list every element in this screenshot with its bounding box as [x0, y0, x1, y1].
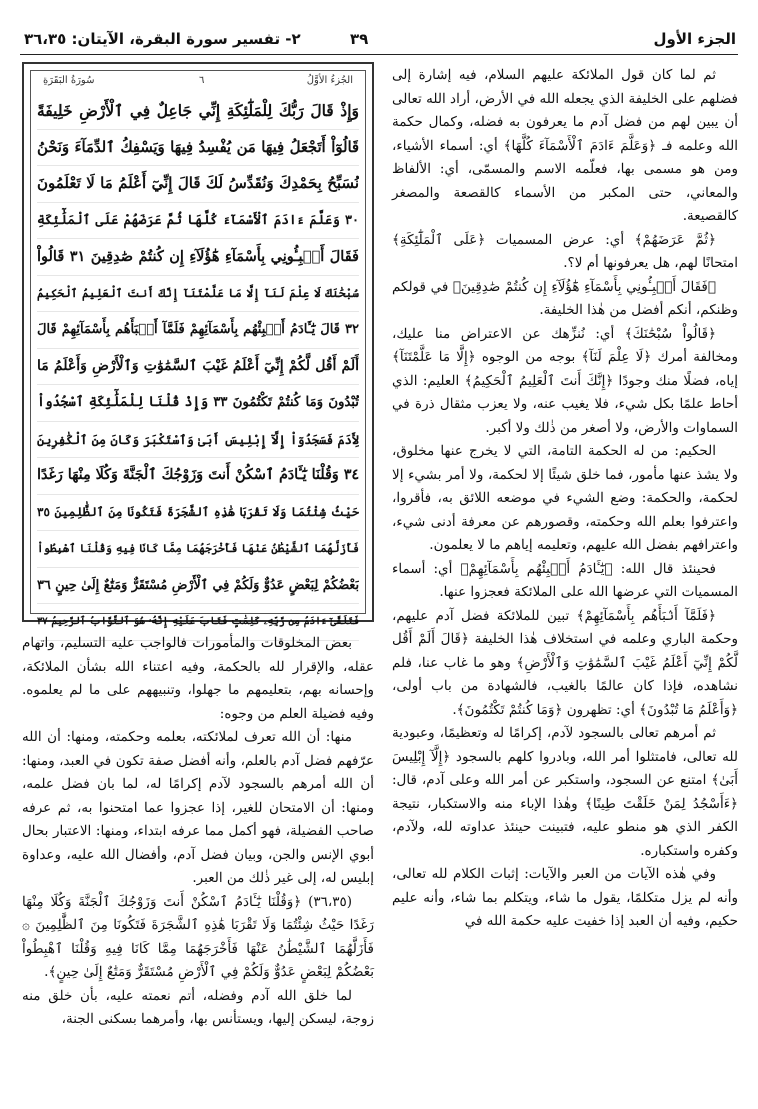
tafsir-paragraph: ثم أمرهم تعالى بالسجود لآدم، إكرامًا له وتعظيمًا، وعبودية لله تعالى، فامتثلوا أمر الله، وبادروا كلهم بالسجود ﴿إِلَّآ إِبْلِيسَ أَبَىٰ﴾ امتنع عن السجود، واستكبر عن أمر الله وعلى آدم، قال: ﴿ءَأَسْجُدُ لِمَنْ خَلَقْتَ طِينًا﴾ وهٰذا الإباء منه والاستكبار، نتيجة الكفر الذي هو منطو عليه، فتبينت حينئذ عداوته لله، ولآدم، وكفره واستكباره.	[392, 725, 738, 859]
quran-page-inner-border	[30, 70, 366, 627]
quran-line: فَقَالَ أَنۢبِـُٔونِي بِأَسْمَآءِ هَٰٓؤُلَآءِ إِن كُنتُمْ صَٰدِقِينَ ٣١ قَالُواْ	[37, 239, 359, 276]
tafsir-paragraph: لما خلق الله آدم وفضله، أتم نعمته عليه، بأن خلق منه زوجة، ليسكن إليها، ويستأنس بها، وأمرهما بسكنى الجنة،	[22, 987, 374, 1027]
quran-page-header	[39, 75, 357, 91]
quran-line: فَتَلَقَّىٰٓ ءَادَمُ مِن رَّبِّهِۦ كَلِمَٰتٍ فَتَابَ عَلَيْهِ إِنَّهُۥ هُوَ ٱلتَّوَّابُ ٱلرَّحِيمُ ٣٧	[37, 604, 359, 641]
quran-page-number: ٦	[199, 75, 205, 86]
tafsir-left-column	[22, 632, 374, 1032]
tafsir-paragraph: ﴿فَلَمَّآ أَنۢبَأَهُم بِأَسْمَآئِهِمْ﴾ تبين للملائكة فضل آدم عليهم، وحكمة الباري وعلمه في استخلاف هٰذا الخليفة ﴿قَالَ أَلَمْ أَقُل لَّكُمْ إِنِّيٓ أَعْلَمُ غَيْبَ ٱلسَّمَٰوَٰتِ وَٱلْأَرْضِ﴾ وهو ما غاب عنا، فلم نشاهده، فإذا كان عالمًا بالغيب، فالشهادة من باب أولى، ﴿وَأَعْلَمُ مَا تُبْدُونَ﴾ أي: تظهرون ﴿وَمَا كُنتُمْ تَكْتُمُونَ﴾.	[392, 607, 738, 718]
page-number: ٣٩	[350, 30, 369, 48]
tafsir-paragraph: فحينئذ قال الله: ﴿يَٰٓـَٔادَمُ أَنۢبِئْهُم بِأَسْمَآئِهِمْ﴾ أي: أسماء المسميات التي عرضها الله على الملائكة فعجزوا عنها.	[392, 560, 738, 600]
quran-verses	[37, 93, 359, 641]
quran-surah-label: سُورَةُ البَقَرَةِ	[43, 75, 95, 86]
quran-page-frame	[22, 62, 374, 627]
part-title: الجزء الأول	[653, 30, 736, 48]
quran-line: لِأَدَمَ فَسَجَدُوٓاْ إِلَّآ إِبْلِيسَ أَبَىٰ وَٱسْتَكْبَرَ وَكَانَ مِنَ ٱلْكَٰفِرِينَ	[37, 422, 359, 459]
tafsir-paragraph: بعض المخلوقات والمأمورات فالواجب عليه التسليم، واتهام عقله، والإقرار لله بالحكمة، وفيه اعتناء الله بشأن الملائكة، وإحسانه بهم، بتعليمهم ما جهلوا، وتنبيههم على ما لم يعلموه. وفيه فضيلة العلم من وجوه:	[22, 635, 374, 722]
quran-line: تُبْدُونَ وَمَا كُنتُمْ تَكْتُمُونَ ٣٣ وَإِذْ قُلْنَا لِلْمَلَٰٓئِكَةِ ٱسْجُدُواْ	[37, 385, 359, 422]
tafsir-right-column	[392, 64, 738, 934]
tafsir-paragraph: ﴿ثُمَّ عَرَضَهُمْ﴾ أي: عرض المسميات ﴿عَلَى ٱلْمَلَٰٓئِكَةِ﴾ امتحانًا لهم، هل يعرفونها أم لا؟.	[392, 231, 738, 271]
quran-line: فَأَزَلَّهُمَا ٱلشَّيْطَٰنُ عَنْهَا فَأَخْرَجَهُمَا مِمَّا كَانَا فِيهِ وَقُلْنَا ٱهْبِطُواْ	[37, 531, 359, 568]
quran-line: حَيْثُ شِئْتُمَا وَلَا تَقْرَبَا هَٰذِهِ ٱلشَّجَرَةَ فَتَكُونَا مِنَ ٱلظَّٰلِمِينَ ٣٥	[37, 495, 359, 532]
tafsir-paragraph: ﴿فَقَالَ أَنۢبِـُٔونِي بِأَسْمَآءِ هَٰٓؤُلَآءِ إِن كُنتُمْ صَٰدِقِينَ﴾ في قولكم وظنكم، أنكم أفضل من هٰذا الخليفة.	[392, 278, 738, 318]
quran-line: نُسَبِّحُ بِحَمْدِكَ وَنُقَدِّسُ لَكَ قَالَ إِنِّيٓ أَعْلَمُ مَا لَا تَعْلَمُونَ	[37, 166, 359, 203]
page-header	[20, 18, 738, 55]
quran-line: أَلَمْ أَقُل لَّكُمْ إِنِّيٓ أَعْلَمُ غَيْبَ ٱلسَّمَٰوَٰتِ وَٱلْأَرْضِ وَأَعْلَمُ مَا	[37, 349, 359, 386]
verse-quote-paragraph: (٣٦،٣٥) ﴿وَقُلْنَا يَٰٓـَٔادَمُ ٱسْكُنْ أَنتَ وَزَوْجُكَ ٱلْجَنَّةَ وَكُلَا مِنْهَا رَغَدًا حَيْثُ شِئْتُمَا وَلَا تَقْرَبَا هَٰذِهِ ٱلشَّجَرَةَ فَتَكُونَا مِنَ ٱلظَّٰلِمِينَ ۞ فَأَزَلَّهُمَا ٱلشَّيْطَٰنُ عَنْهَا فَأَخْرَجَهُمَا مِمَّا كَانَا فِيهِ وَقُلْنَا ٱهْبِطُواْ بَعْضُكُمْ لِبَعْضٍ عَدُوٌّ وَلَكُمْ فِي ٱلْأَرْضِ مُسْتَقَرٌّ وَمَتَٰعٌ إِلَىٰ حِينٍ﴾.	[22, 893, 374, 980]
tafsir-paragraph: وفي هٰذه الآيات من العبر والآيات: إثبات الكلام لله تعالى، وأنه لم يزل متكلمًا، يقول ما شاء، ويتكلم بما شاء، وأنه عليم حكيم، وفيه أن العبد إذا خفيت عليه حكمة الله في	[392, 866, 738, 929]
tafsir-paragraph: منها: أن الله تعرف لملائكته، بعلمه وحكمته، ومنها: أن الله عرّفهم فضل آدم بالعلم، وأنه أفضل صفة تكون في العبد، ومنها: أن الله أمرهم بالسجود لآدم إكرامًا له، لما بان فضل علمه، ومنها: أن الامتحان للغير، إذا عجزوا عما امتحنوا به، ثم عرفه صاحب الفضيلة، فهو أكمل مما عرفه ابتداء، ومنها: الاعتبار بحال أبوي الإنس والجن، وبيان فضل آدم، وأفضال الله عليه، وعداوة إبليس له، إلى غير ذٰلك من العبر.	[22, 729, 374, 886]
section-title: ٢- تفسير سورة البقرة، الآيتان: ٣٦،٣٥	[24, 30, 301, 48]
tafsir-paragraph: ﴿قَالُواْ سُبْحَٰنَكَ﴾ أي: نُنزِّهك عن الاعتراض منا عليك، ومخالفة أمرك ﴿لَا عِلْمَ لَنَآ﴾ بوجه من الوجوه ﴿إِلَّا مَا عَلَّمْتَنَآ﴾ إياه، فضلًا منك وجودًا ﴿إِنَّكَ أَنتَ ٱلْعَلِيمُ ٱلْحَكِيمُ﴾ العليم: الذي أحاط علمًا بكل شيء، فلا يغيب عنه، ولا يعزب مثقال ذرة في السماوات والأرض، ولا أصغر من ذٰلك ولا أكبر.	[392, 325, 738, 436]
quran-line: سُبْحَٰنَكَ لَا عِلْمَ لَنَآ إِلَّا مَا عَلَّمْتَنَآ إِنَّكَ أَنتَ ٱلْعَلِيمُ ٱلْحَكِيمُ	[37, 276, 359, 313]
quran-line: قَالُوٓاْ أَتَجْعَلُ فِيهَا مَن يُفْسِدُ فِيهَا وَيَسْفِكُ ٱلدِّمَآءَ وَنَحْنُ	[37, 130, 359, 167]
tafsir-paragraph: الحكيم: من له الحكمة التامة، التي لا يخرج عنها مخلوق، ولا يشذ عنها مأمور، فما خلق شيئًا إلا لحكمة، ولا أمر بشيء إلا لحكمة، والحكمة: وضع الشيء في موضعه اللائق به، فأقروا، واعترفوا بعلم الله وحكمته، وقصورهم عن معرفة أدنى شيء، واعترافهم بفضل الله عليهم، وتعليمه إياهم ما لا يعلمون.	[392, 443, 738, 553]
quran-line: بَعْضُكُمْ لِبَعْضٍ عَدُوٌّ وَلَكُمْ فِي ٱلْأَرْضِ مُسْتَقَرٌّ وَمَتَٰعٌ إِلَىٰ حِينٍ ٣٦	[37, 568, 359, 605]
quran-line: ٣٢ قَالَ يَٰٓـَٔادَمُ أَنۢبِئْهُم بِأَسْمَآئِهِمْ فَلَمَّآ أَنۢبَأَهُم بِأَسْمَآئِهِمْ قَالَ	[37, 312, 359, 349]
quran-line: ٣٤ وَقُلْنَا يَٰٓـَٔادَمُ ٱسْكُنْ أَنتَ وَزَوْجُكَ ٱلْجَنَّةَ وَكُلَا مِنْهَا رَغَدًا	[37, 458, 359, 495]
quran-line: ٣٠ وَعَلَّمَ ءَادَمَ ٱلْأَسْمَآءَ كُلَّهَا ثُمَّ عَرَضَهُمْ عَلَى ٱلْمَلَٰٓئِكَةِ	[37, 203, 359, 240]
tafsir-paragraph: ثم لما كان قول الملائكة عليهم السلام، فيه إشارة إلى فضلهم على الخليفة الذي يجعله الله في الأرض، أراد الله تعالى أن يبين لهم من فضل آدم ما يعرفون به فضله، وكمال حكمة الله وعلمه فـ ﴿وَعَلَّمَ ءَادَمَ ٱلْأَسْمَآءَ كُلَّهَا﴾ أي: أسماء الأشياء، ومن هو مسمى بها، فعلّمه الاسم والمسمّى، أي: الألفاظ والمعاني، حتى المكبر من الأسماء كالقصعة والمصغر كالقصيعة.	[392, 67, 738, 224]
quran-line: وَإِذْ قَالَ رَبُّكَ لِلْمَلَٰٓئِكَةِ إِنِّي جَاعِلٌ فِي ٱلْأَرْضِ خَلِيفَةً	[37, 93, 359, 130]
quran-juz-label: الجُزءُ الأوَّلُ	[306, 75, 353, 86]
